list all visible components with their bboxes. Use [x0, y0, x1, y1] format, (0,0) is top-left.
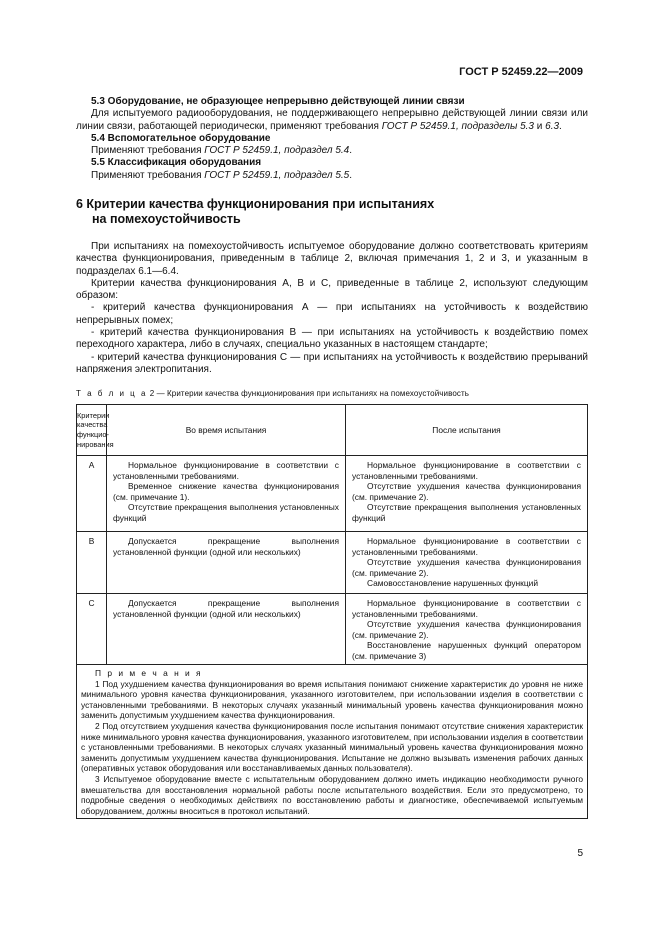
standard-reference: ГОСТ Р 52459.1, подраздел 5.4 — [204, 145, 350, 157]
section-6-title-line1: 6 Критерии качества функционирования при испытаниях — [76, 197, 435, 211]
section-5-3 — [76, 96, 588, 182]
during-test-cell: Нормальное функционирование в соответствии с установленными требованиями. Временное снижение качества функционирования (см. примечание 1). Отсутствие прекращения выполнения установленных функций — [107, 456, 346, 532]
during-test-cell: Допускается прекращение выполнения установленной функции (одной или нескольких) — [107, 532, 346, 594]
table-notes-row — [77, 665, 588, 819]
section-5-4-text: Применяют требования ГОСТ Р 52459.1, подраздел 5.4. — [91, 145, 352, 157]
note-2: 2 Под отсутствием ухудшения качества функционирования после испытания понимают отсутствие снижения характеристик ниже минимального уровня качества функционирования, указанного изготовителем, при использовании изделия в соответствии с установленными требованиями. В некоторых случаях указанный минимальный уровень качества функционирования можно заменить допустимым ухудшением качества функционирования. Испытание не должно вызывать изменения рабочих данных (оперативных уставок оборудования или восстанавливаемых данных пользователя). — [81, 720, 583, 774]
note-3: 3 Испытуемое оборудование вместе с испытательным оборудованием должно иметь индикацию необходимости ручного вмешательства для восстановления нормальной работы после испытательного воздействия. Если это предусмотрено, то подробные сведения о необходимых действиях по восстановлению работы и диагностике, обеспечиваемой испытуемым оборудованием, должны вноситься в протокол испытаний. — [81, 773, 583, 816]
table-row — [77, 456, 588, 532]
table-caption: Т а б л и ц а 2 — Критерии качества функционирования при испытаниях на помехоустойчивость — [76, 389, 470, 398]
criteria-table — [76, 404, 588, 819]
section-6-body — [76, 241, 588, 376]
paragraph: Критерии качества функционирования А, В и С, приведенные в таблице 2, используют следующим образом: — [76, 277, 588, 302]
page-number: 5 — [577, 848, 583, 859]
standard-reference: ГОСТ Р 52459.1, подраздел 5.5 — [204, 169, 350, 181]
section-5-3-title: 5.3 Оборудование, не образующее непрерывно действующей линии связи — [91, 96, 465, 107]
table-notes — [77, 665, 588, 819]
during-test-cell: Допускается прекращение выполнения установленной функции (одной или нескольких) — [107, 594, 346, 665]
after-test-cell: Нормальное функционирование в соответствии с установленными требованиями. Отсутствие ухудшения качества функционирования (см. примечание 2). Отсутствие прекращения выполнения установленных функций — [346, 456, 588, 532]
paragraph: При испытаниях на помехоустойчивость испытуемое оборудование должно соответствовать критериям качества функционирования, приведенным в таблице 2, включая примечания 1, 2 и 3, и указанным в подразделах 6.1—6.4. — [76, 241, 588, 277]
table-header-row — [77, 405, 588, 456]
section-5-5-title: 5.5 Классификация оборудования — [91, 157, 262, 169]
table-row — [77, 532, 588, 594]
after-test-cell: Нормальное функционирование в соответствии с установленными требованиями. Отсутствие ухудшения качества функционирования (см. примечание 2). Восстановление нарушенных функций оператором (см. примечание 3) — [346, 594, 588, 665]
section-5-5-text: Применяют требования ГОСТ Р 52459.1, подраздел 5.5. — [91, 169, 352, 181]
section-6-heading — [76, 197, 434, 227]
criterion-label: B — [77, 532, 107, 594]
table-row — [77, 594, 588, 665]
standard-reference: ГОСТ Р 52459.1, подразделы 5.3 — [381, 120, 534, 132]
criterion-label: A — [77, 456, 107, 532]
section-6-title-line2: на помехоустойчивость — [92, 212, 241, 226]
notes-title: П р и м е ч а н и я — [95, 668, 203, 678]
list-item: - критерий качества функционирования С — при испытаниях на устойчивость к воздействию прерываний напряжения электропитания. — [76, 351, 588, 375]
column-header-after: После испытания — [346, 405, 588, 456]
section-5-4-title: 5.4 Вспомогательное оборудование — [91, 132, 271, 144]
note-1: 1 Под ухудшением качества функционирования во время испытания понимают снижение характеристик до уровня не ниже минимального уровня качества функционирования, указанного изготовителем, при использовании изделия в соответствии с установленными требованиями. В некоторых случаях указанный минимальный уровень качества функционирования можно заменить допустимым ухудшением качества функционирования. — [81, 678, 583, 721]
column-header-criteria: Критерии качества функцио-нирования — [77, 405, 107, 456]
criterion-label: C — [77, 594, 107, 665]
list-item: - критерий качества функционирования А — при испытаниях на устойчивость к воздействию непрерывных помех; — [76, 302, 588, 326]
column-header-during: Во время испытания — [107, 405, 346, 456]
section-5-3-text: Для испытуемого радиооборудования, не поддерживающего непрерывно действующей линии связи или линии связи, работающей периодически, применяют требования ГОСТ Р 52459.1, подразделы 5.3 и 6.3. — [76, 108, 588, 132]
list-item: - критерий качества функционирования В — при испытаниях на устойчивость к воздействию помех переходного характера, либо в случаях, специально указанных в настоящем стандарте; — [76, 327, 588, 351]
document-header: ГОСТ Р 52459.22—2009 — [459, 66, 583, 78]
after-test-cell: Нормальное функционирование в соответствии с установленными требованиями. Отсутствие ухудшения качества функционирования (см. примечание 2). Самовосстановление нарушенных функций — [346, 532, 588, 594]
standard-reference: 6.3 — [545, 120, 560, 132]
